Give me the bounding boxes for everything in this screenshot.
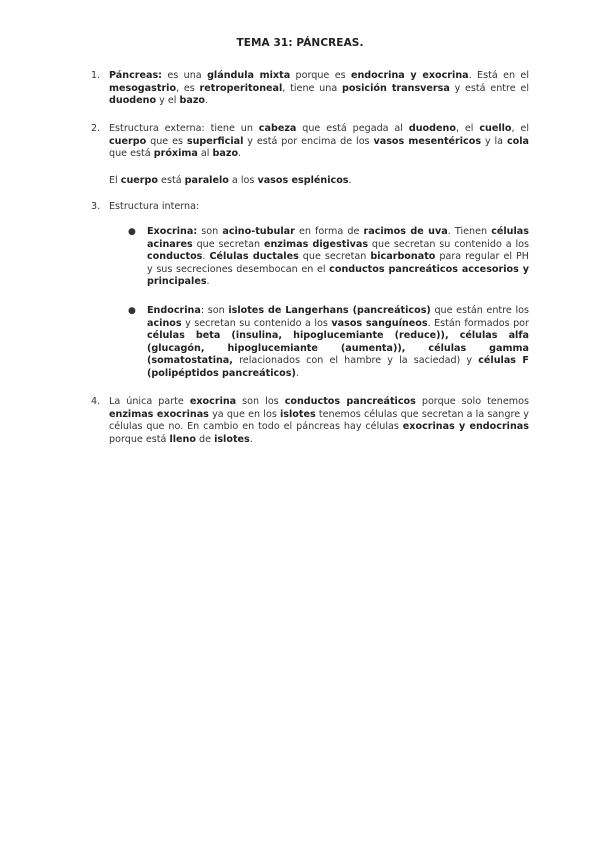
bullet-marker: ●	[128, 306, 136, 316]
bold-text: células beta (insulina, hipoglucemiante (reduce)), células alfa (glucagón, hipoglucemiante (aumenta)), células gamma (somatostatina,	[147, 330, 529, 367]
text-run: La	[109, 396, 127, 407]
text-run: está	[158, 175, 185, 186]
text-run: . Está en el	[468, 70, 530, 81]
text-run: Estructura interna:	[109, 201, 200, 212]
bold-text: bicarbonato	[370, 251, 436, 263]
text-run: son	[197, 226, 223, 237]
text-run: .	[206, 276, 210, 288]
item-number: 1.	[91, 70, 101, 81]
bold-text: cuerpo	[109, 135, 147, 147]
bold-text: enzimas digestivas	[263, 238, 369, 250]
text-run: , es	[176, 82, 200, 94]
text-run: porque está	[109, 433, 170, 445]
item-paragraph	[109, 123, 529, 161]
text-run: .	[295, 367, 299, 379]
bold-text: vasos sanguíneos	[331, 317, 428, 329]
bold-text: bazo	[179, 95, 206, 107]
text-run: : tiene un	[201, 123, 259, 134]
text-run: que es	[146, 135, 187, 147]
text-run: que está	[109, 148, 154, 160]
bold-text: vasos mesentéricos	[373, 135, 482, 147]
bold-text: superficial	[186, 135, 244, 147]
text-run: , el	[455, 123, 480, 134]
bold-text: exocrina	[189, 396, 237, 407]
bullet-marker: ●	[128, 227, 136, 237]
bold-text: islotes	[280, 408, 316, 420]
bold-text: acinos	[147, 317, 182, 329]
item-paragraph	[109, 70, 529, 108]
text-run: . Tienen	[447, 226, 492, 237]
bold-text: retroperitoneal	[199, 82, 283, 94]
text-run: , el	[511, 123, 530, 134]
text-run: para regular el PH y sus secreciones desembocan en el	[147, 251, 529, 275]
text-run: que secretan	[192, 238, 264, 250]
text-run: .	[249, 433, 253, 445]
text-run: es una	[162, 70, 208, 81]
text-run: .	[205, 95, 209, 107]
bold-text: Endocrina	[147, 305, 201, 316]
text-run: porque es	[290, 70, 351, 81]
bold-text: conductos	[147, 251, 203, 263]
text-run: y está por encima de los	[243, 135, 374, 147]
bold-text: glándula mixta	[207, 70, 291, 81]
bold-text: cabeza	[258, 123, 297, 134]
bold-text: exocrinas y endocrinas	[402, 421, 529, 433]
text-run: tenemos células que secretan a la sangre y células que no. En cambio en todo el páncreas hay células	[109, 408, 529, 433]
document-title: TEMA 31: PÁNCREAS.	[236, 37, 364, 49]
bold-text: cola	[506, 135, 530, 147]
bold-text: Células ductales	[209, 251, 299, 263]
text-run: que secretan	[298, 251, 371, 263]
bullet-paragraph	[147, 305, 529, 381]
bold-text: conductos pancreáticos accesorios y principales	[147, 263, 529, 288]
item-number: 3.	[91, 201, 101, 212]
bold-text: células acinares	[147, 226, 529, 250]
bold-text: racimos de uva	[363, 226, 448, 237]
item-number: 4.	[91, 396, 101, 407]
bold-text: Exocrina:	[147, 226, 198, 237]
text-run: . Están formados por	[427, 317, 529, 329]
bold-text: células F (polipéptidos pancreáticos)	[147, 355, 529, 379]
bold-text: paralelo	[184, 175, 229, 186]
bold-text: acino-tubular	[222, 226, 295, 237]
text-run: en forma de	[294, 226, 364, 237]
text-run: y la	[481, 135, 507, 147]
bold-text: islotes	[214, 433, 250, 445]
text-run: parte	[152, 396, 190, 407]
bold-text: próxima	[153, 148, 198, 160]
bold-text: conductos pancreáticos	[284, 396, 416, 407]
bold-text: mesogastrio	[109, 82, 177, 94]
text-run: única	[126, 396, 153, 407]
text-run: .	[348, 175, 352, 186]
item-paragraph	[109, 396, 529, 446]
text-run: son los	[236, 396, 285, 407]
text-run: .	[202, 251, 210, 263]
text-run: : son	[200, 305, 229, 316]
text-run: porque solo tenemos	[415, 396, 529, 407]
text-run: que están entre los	[430, 305, 529, 316]
bold-text: islotes de Langerhans (pancreáticos)	[228, 305, 431, 316]
bold-text: lleno	[169, 433, 196, 445]
text-run: a los	[228, 175, 258, 186]
text-run: , tiene una	[282, 82, 342, 94]
bullet-paragraph	[147, 226, 529, 289]
text-run: El	[109, 175, 121, 186]
text-run: al	[197, 148, 213, 160]
item-number: 2.	[91, 123, 101, 134]
bold-text: cuello	[479, 123, 512, 134]
text-run: y está entre el	[449, 82, 529, 94]
bold-text: vasos esplénicos	[257, 175, 349, 186]
bold-text: duodeno	[408, 123, 456, 134]
text-run: que está pegada al	[296, 123, 409, 134]
bold-text: endocrina y exocrina	[350, 70, 469, 81]
bold-text: posición transversa	[341, 82, 450, 94]
text-run: y el	[156, 95, 180, 107]
bold-text: Páncreas:	[109, 70, 163, 81]
text-run: y secretan su contenido a los	[181, 317, 332, 329]
bold-text: duodeno	[109, 95, 157, 107]
text-run: Estructura externa	[109, 123, 202, 134]
text-run: ya que en los	[208, 408, 281, 420]
bold-text: enzimas exocrinas	[109, 408, 209, 420]
text-run: .	[238, 148, 242, 160]
text-run: de	[195, 433, 215, 445]
bold-text: bazo	[212, 148, 239, 160]
bold-text: cuerpo	[120, 175, 158, 186]
item-paragraph	[109, 201, 529, 214]
text-run: relacionados con el hambre y la saciedad) y	[232, 355, 479, 367]
item-note	[109, 175, 529, 188]
text-run: que secretan su contenido a los	[368, 238, 529, 250]
